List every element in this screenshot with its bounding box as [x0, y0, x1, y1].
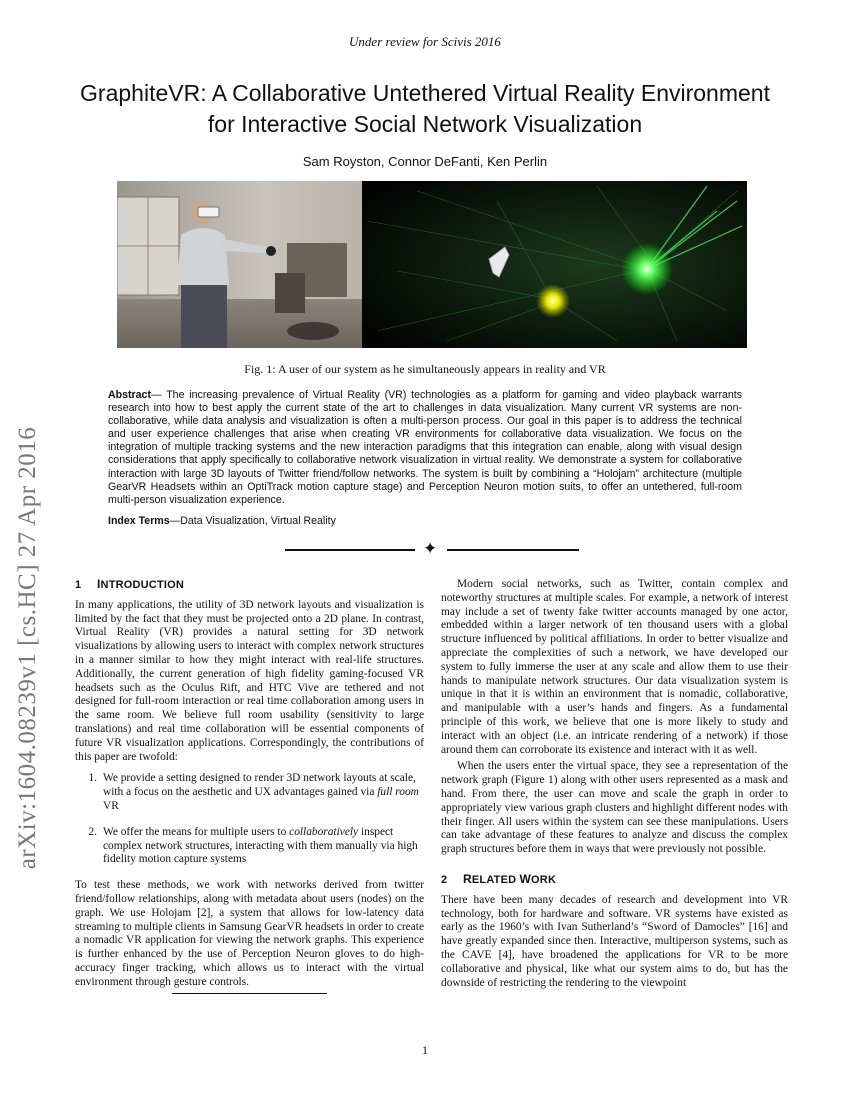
author-list: Sam Royston, Connor DeFanti, Ken Perlin [302, 154, 548, 169]
intro-paragraph-1: In many applications, the utility of 3D network layouts and visualization is limited by the fact that they must be projected onto a 2D plane. In contrast, Virtual Reality (VR) provides a natural setting for 3D network visualizations by allowing users to interact with complex network structures in a manner similar to how they might interact with real-life structures. Additionally, the current generation of high fidelity gaming-focused VR headsets such as the Oculus Rift, and HTC Vive are tethered and not designed for full-room interaction or real time collaboration among users in the same room. We believe full room usability (sensitivity to large translations) and real time collaboration will be essential components of future VR visualization applications. Correspondingly, the contributions of this paper are twofold: [75, 598, 424, 763]
list-marker: 1. [88, 772, 97, 785]
contribution-list [75, 772, 424, 867]
section-heading-initial: R [463, 871, 472, 886]
section-heading-rest: ELATED [471, 873, 520, 886]
separator-rule-left [285, 549, 415, 551]
photo-reality [117, 181, 362, 348]
figure-1-image [117, 181, 747, 348]
index-terms-label: Index Terms [108, 515, 170, 527]
abstract-text: — The increasing prevalence of Virtual Reality (VR) technologies as a platform for gaming and video playback warrants research into how to best apply the current state of the art to challenges in data visualization. Many current VR systems are non-collaborative, while data analysis and visualization is often a multi-person process. Our goal in this paper is to address the technical and user experience challenges that arise when creating VR environments for collaborative data visualization. We focus on the integration of multiple tracking systems and the new interaction paradigms that this integration can enable, along with visual design considerations that apply specifically to collaborative network visualization in virtual reality. We demonstrate a system for collaborative interaction with large 3D layouts of Twitter friend/follow networks. The system is built by combining a “Holojam” architecture (multiple GearVR Headsets within an OptiTrack motion capture stage) and Perception Neuron motion suits, to offer an untethered, full-room multi-person visualization experience. [108, 389, 742, 506]
section-heading-introduction [75, 578, 424, 593]
list-item-text: We provide a setting designed to render 3D network layouts at scale, with a focus on the aesthetic and UX advantages gained via full room VR [103, 772, 419, 812]
abstract-label: Abstract [108, 389, 151, 401]
intro-paragraph-3: Modern social networks, such as Twitter, contain complex and noteworthy structures at multiple scales. For example, a network of interest may include a set of twenty fake twitter accounts managed by one actor, embedded within a larger network of ten thousand users with a global structure influenced by political affiliations. In order to better visualize and appreciate the complexities of such a network, we have developed our system to fully immerse the user at any scale and allow them to use their hands to manipulate network structures. Our data visualization system is unique in that it is within an environment that is nomadic, collaborative, and manipulable with a user’s hands and fingers. As a fundamental principle of this work, we believe that one is more likely to study and interact with an object (i.e. an intricate rendering of a network) if those around them can corroborate its existence and interact with it as well. [441, 578, 788, 756]
contribution-item [75, 826, 424, 867]
intro-paragraph-4: When the users enter the virtual space, they see a representation of the network graph (Figure 1) along with other users represented as a mask and hand. From there, the user can move and scale the graph in order to appropriately view various graph clusters and highlight different nodes with their finger. All users within the system can see these manipulations. Users can take advantage of these features to analyze and discuss the complex graph structures before them in ways that were previously not possible. [441, 760, 788, 856]
section-number: 2 [441, 873, 448, 886]
right-column [441, 578, 788, 993]
review-note: Under review for Scivis 2016 [349, 34, 501, 49]
contribution-item [75, 772, 424, 813]
left-column [75, 578, 424, 994]
separator-diamond-icon: ✦ [423, 539, 438, 558]
abstract [108, 389, 742, 507]
figure-caption: Fig. 1: A user of our system as he simultaneously appears in reality and VR [244, 362, 606, 376]
index-terms [108, 515, 742, 527]
related-work-paragraph-1: There have been many decades of research and development into VR technology, both for hardware and software. VR systems have existed as early as the 1960’s with Ivan Sutherland’s “Sword of Damocles” [16] and have greatly expanded since then. Interactive, multiperson systems, such as the CAVE [4], have broadened the applications for VR to be more collaborative and physical, like what our system aims to do, but has the downside of restricting the rendering to the viewpoint [441, 893, 788, 989]
section-heading-related-work [441, 873, 788, 888]
page-number: 1 [422, 1043, 428, 1057]
index-terms-text: —Data Visualization, Virtual Reality [169, 515, 336, 527]
figure-1 [117, 181, 747, 348]
paper-title: GraphiteVR: A Collaborative Untethered Virtual Reality Environment for Interactive Social Network Visualization [80, 80, 770, 137]
list-marker: 2. [88, 825, 97, 838]
list-item-text: We offer the means for multiple users to collaboratively inspect complex network structures, interacting with them manually via high fidelity motion capture systems [103, 825, 418, 866]
vr-render [362, 181, 747, 348]
separator-rule-right [447, 549, 579, 551]
intro-paragraph-2: To test these methods, we work with networks derived from twitter friend/follow relationships, along with metadata about users (nodes) on the graph. We use Holojam [2], a system that allows for low-latency data streaming to multiple clients in Samsung GearVR headsets in order to create a nomadic VR application for viewing the network graphs. This experience is further enhanced by the use of Perception Neuron gloves to do high-accuracy finger tracking, which allows us to interact with the virtual environment through gesture controls. [75, 879, 424, 988]
section-heading-initial: I [97, 577, 101, 591]
section-heading-rest: NTRODUCTION [100, 579, 185, 591]
arxiv-stamp-text: arXiv:1604.08239v1 [cs.HC] 27 Apr 2016 [14, 426, 41, 870]
section-heading-initial-2: W [519, 871, 532, 886]
section-heading-rest-2: ORK [531, 873, 557, 886]
footnote-rule [172, 993, 327, 994]
section-number: 1 [75, 579, 82, 591]
